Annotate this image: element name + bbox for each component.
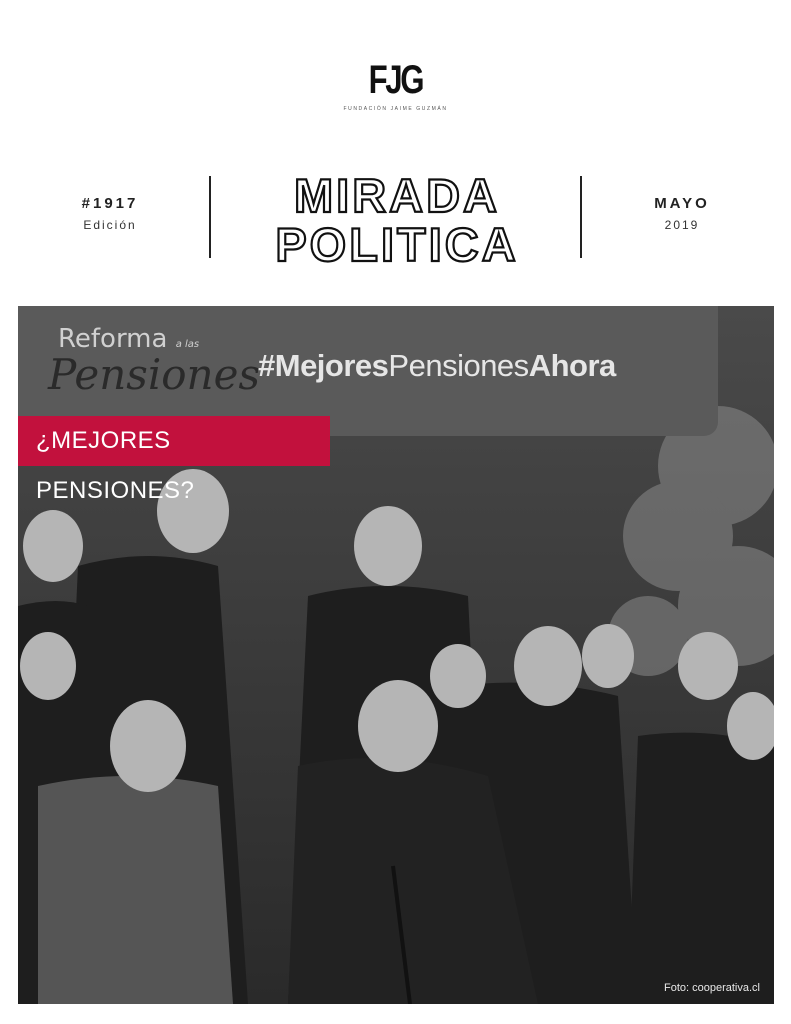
edition-block	[60, 195, 160, 232]
edition-label: Edición	[83, 218, 137, 232]
issue-year: 2019	[664, 218, 700, 232]
headline-tag: ¿MEJORES PENSIONES?	[18, 416, 330, 466]
photo-credit: Foto: cooperativa.cl	[664, 982, 760, 994]
logo-subtitle: FUNDACIÓN JAIME GUZMÁN	[343, 106, 448, 112]
cover-photo	[18, 306, 774, 1004]
date-block	[632, 195, 732, 232]
masthead-line-1: MIRADA	[294, 169, 500, 222]
divider-right	[580, 176, 582, 258]
banner-hashtag: #MejoresPensionesAhora	[258, 348, 616, 383]
logo-mark: FJG	[368, 58, 423, 102]
edition-number: #1917	[81, 195, 139, 212]
divider-left	[209, 176, 211, 258]
banner-pensiones: Pensiones	[48, 350, 261, 399]
masthead-line-2: POLITICA	[275, 218, 519, 268]
banner-reforma: Reforma a las	[58, 324, 200, 354]
foundation-logo	[0, 60, 791, 112]
masthead-title	[236, 168, 558, 268]
issue-month: MAYO	[654, 195, 710, 212]
